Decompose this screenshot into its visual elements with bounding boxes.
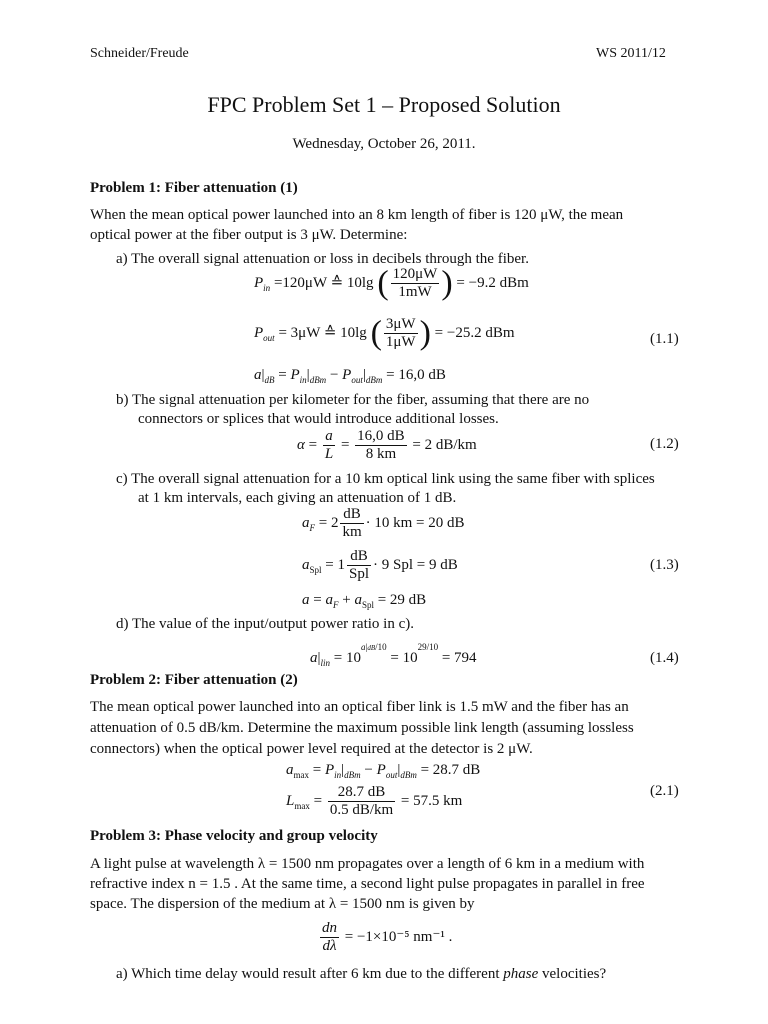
problem-1a-text: a) The overall signal attenuation or loss in decibels through the fiber. <box>116 251 529 267</box>
equation-alpha-num1: a <box>323 428 335 446</box>
equation-pout: $P_{out} = 3\mu W$ ≙ 10lg ( $\frac{3\mu W}{1\mu W}$ ) = −25.2 dBm <box>254 314 515 352</box>
equation-a-lin: $a|_{lin} = 10^{a|dB/10} = 10^{29/10} = 794$ <box>310 642 477 668</box>
equation-dispersion-rhs: = −1×10⁻⁵ nm⁻¹ . <box>344 928 453 945</box>
problem-3a-emphasis: phase <box>503 966 539 982</box>
problem-3a-text-start: a) Which time delay would result after 6 km due to the different <box>116 966 504 982</box>
problem-1c-line-1: c) The overall signal attenuation for a 10 km optical link using the same fiber with splices <box>116 471 655 487</box>
equation-pin-lhs: =120μW ≙ 10lg <box>273 274 374 291</box>
problem-1b-line-2: connectors or splices that would introduce additional losses. <box>138 411 499 427</box>
equation-number-1-2: (1.2) <box>650 436 679 452</box>
equation-af-rhs: · 10 km = 20 dB <box>365 514 465 531</box>
equation-pin-rhs: = −9.2 dBm <box>456 274 529 291</box>
problem-2-line-2: attenuation of 0.5 dB/km. Determine the maximum possible link length (assuming lossless <box>90 720 634 736</box>
equation-pin: $P_{in} =120\mu W$ ≙ 10lg ( $\frac{120\mu W}{1mW}$ ) = −9.2 dBm <box>254 264 529 302</box>
equation-number-1-3: (1.3) <box>650 557 679 573</box>
problem-3-line-2: refractive index n = 1.5 . At the same time, a second light pulse propagates in parallel in free <box>90 876 645 892</box>
header-term: WS 2011/12 <box>596 46 666 61</box>
date-line: Wednesday, October 26, 2011. <box>292 136 476 152</box>
problem-3a-text-end: velocities? <box>538 966 607 982</box>
equation-lmax-rhs: = 57.5 km <box>400 792 463 809</box>
equation-a-db-rhs: = 16,0 dB <box>386 367 446 383</box>
equation-a-lin-rhs: = 794 <box>441 650 477 666</box>
equation-alpha-den1: L <box>324 446 334 462</box>
equation-aspl-pre: = 1 <box>325 556 345 573</box>
equation-alpha-den2: 8 km <box>365 446 397 462</box>
problem-1d-text: d) The value of the input/output power ratio in c). <box>116 616 414 632</box>
equation-a-sum-rhs: = 29 dB <box>377 592 427 608</box>
problem-3a-text <box>116 965 606 984</box>
problem-1-intro-line-2: optical power at the fiber output is 3 μW. Determine: <box>90 227 408 243</box>
equation-af-pre: = 2 <box>318 514 339 531</box>
equation-amax-rhs: = 28.7 dB <box>420 762 481 778</box>
equation-alpha: α = $\frac{a}{L}$ = $\frac{16,0 dB}{8 km}$ = 2 dB/km <box>297 428 477 462</box>
problem-2-line-3: connectors) when the optical power level required at the detector is 2 μW. <box>90 741 533 757</box>
equation-a-lin-exp: 29 <box>417 642 427 652</box>
equation-aspl-num: dB <box>347 548 371 566</box>
equation-aspl-den: Spl <box>348 566 369 582</box>
equation-af-den: km <box>342 524 362 540</box>
equation-a-sum: $a = a_F + a_{Spl} = 29$ dB <box>302 592 427 610</box>
problem-3-heading: Problem 3: Phase velocity and group velocity <box>90 828 378 844</box>
equation-a-db: $a|_{dB} = P_{in}|_{dBm} - P_{out}|_{dBm} = 16,0$ dB <box>254 367 446 385</box>
equation-alpha-num2: 16,0 dB <box>357 428 405 444</box>
equation-a-lin-mid: = 10 <box>390 650 418 666</box>
equation-pout-lhs: = 3μW ≙ 10lg <box>278 324 367 341</box>
header-authors: Schneider/Freude <box>90 46 189 61</box>
equation-aspl: $a_{Spl} = 1$ $\frac{dB}{\text{Spl}}$ · 9 Spl = 9 dB <box>302 548 458 582</box>
equation-amax: $a_{max} = P_{in}|_{dBm} - P_{out}|_{dBm} = 28.7$ dB <box>286 762 481 780</box>
equation-dispersion-den: dλ <box>322 938 337 954</box>
problem-3-line-3: space. The dispersion of the medium at λ = 1500 nm is given by <box>90 896 475 912</box>
problem-1b-line-1: b) The signal attenuation per kilometer for the fiber, assuming that there are no <box>116 392 590 408</box>
equation-lmax-den: 0.5 dB/km <box>329 802 394 818</box>
equation-number-1-4: (1.4) <box>650 650 679 666</box>
problem-1-intro-line-1: When the mean optical power launched into an 8 km length of fiber is 120 μW, the mean <box>90 207 624 223</box>
equation-dispersion-num: dn <box>322 920 337 936</box>
equation-pout-den: 1μW <box>385 334 416 350</box>
page-title: FPC Problem Set 1 – Proposed Solution <box>207 92 561 117</box>
equation-number-1-1: (1.1) <box>650 331 679 347</box>
equation-alpha-rhs: = 2 dB/km <box>412 436 477 453</box>
equation-pout-num: 3μW <box>385 316 416 332</box>
equation-pin-den: 1mW <box>398 284 432 300</box>
equation-af-num: dB <box>340 506 363 524</box>
equation-number-2-1: (2.1) <box>650 783 679 799</box>
problem-1-heading: Problem 1: Fiber attenuation (1) <box>90 180 298 196</box>
equation-a-lin-exp-den: 10 <box>429 642 439 652</box>
problem-1c-line-2: at 1 km intervals, each giving an attenuation of 1 dB. <box>138 490 457 506</box>
problem-2-heading: Problem 2: Fiber attenuation (2) <box>90 672 298 688</box>
equation-pin-num: 120μW <box>392 266 438 282</box>
equation-dispersion <box>318 920 452 955</box>
equation-pout-rhs: = −25.2 dBm <box>434 324 515 341</box>
problem-3-line-1: A light pulse at wavelength λ = 1500 nm propagates over a length of 6 km in a medium with <box>90 856 645 872</box>
equation-lmax: $L_{max}$ = $\frac{28.7 dB}{0.5 dB/km}$ = 57.5 km <box>286 784 463 818</box>
equation-aspl-rhs: · 9 Spl = 9 dB <box>373 556 458 573</box>
problem-2-line-1: The mean optical power launched into an optical fiber link is 1.5 mW and the fiber has an <box>90 699 629 715</box>
equation-af: $a_F = 2$ $\frac{dB}{km}$ · 10 km = 20 dB <box>302 506 465 540</box>
equation-lmax-num: 28.7 dB <box>328 784 395 802</box>
